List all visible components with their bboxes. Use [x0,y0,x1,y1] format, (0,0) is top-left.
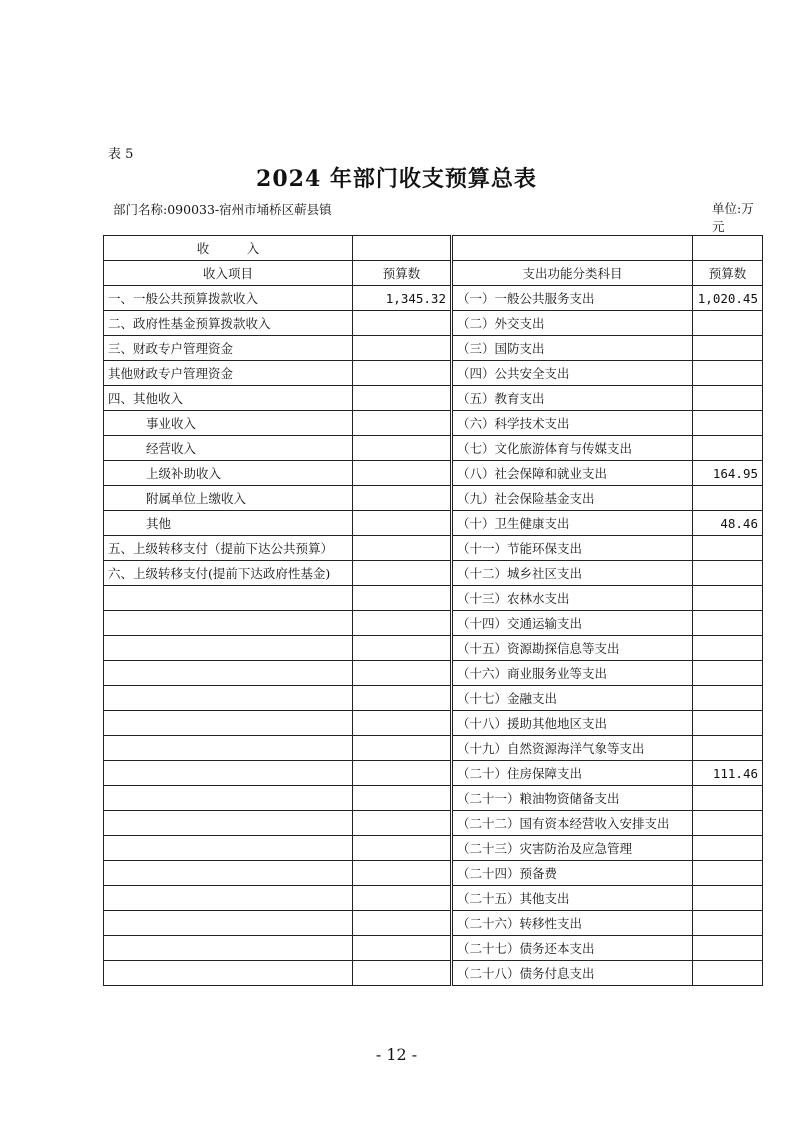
expense-item-cell: （二十）住房保障支出 [452,761,693,786]
table-row [104,736,763,761]
income-item-cell: 经营收入 [104,436,353,461]
expense-amount-cell [693,711,763,736]
expense-amount-cell [693,361,763,386]
table-row [104,611,763,636]
income-item-cell: 附属单位上缴收入 [104,486,353,511]
budget-summary-table [103,235,763,986]
table-row [104,761,763,786]
income-item-cell [104,761,353,786]
expense-amount-cell [693,961,763,986]
table-row [104,836,763,861]
header-income-amount: 预算数 [353,261,452,286]
expense-amount-cell [693,336,763,361]
income-item-cell: 事业收入 [104,411,353,436]
expense-item-cell: （四）公共安全支出 [452,361,693,386]
expense-item-cell: （二十四）预备费 [452,861,693,886]
expense-amount-cell [693,386,763,411]
header-blank-2 [452,236,693,261]
table-row [104,461,763,486]
expense-item-cell: （二十八）债务付息支出 [452,961,693,986]
income-item-cell: 四、其他收入 [104,386,353,411]
table-row [104,961,763,986]
expense-item-cell: （十九）自然资源海洋气象等支出 [452,736,693,761]
table-row [104,511,763,536]
income-item-cell [104,611,353,636]
header-blank-1 [353,236,452,261]
header-expense-item: 支出功能分类科目 [452,261,693,286]
expense-item-cell: （十七）金融支出 [452,686,693,711]
table-row [104,861,763,886]
table-row [104,686,763,711]
income-amount-cell [353,961,452,986]
expense-amount-cell: 111.46 [693,761,763,786]
table-row [104,386,763,411]
income-amount-cell [353,336,452,361]
income-item-cell [104,736,353,761]
expense-amount-cell [693,436,763,461]
income-amount-cell [353,511,452,536]
expense-item-cell: （十八）援助其他地区支出 [452,711,693,736]
expense-item-cell: （二）外交支出 [452,311,693,336]
table-row [104,661,763,686]
expense-item-cell: （十三）农林水支出 [452,586,693,611]
expense-item-cell: （三）国防支出 [452,336,693,361]
expense-amount-cell [693,886,763,911]
income-amount-cell [353,411,452,436]
header-row-group [104,236,763,261]
expense-amount-cell [693,636,763,661]
income-item-cell [104,661,353,686]
expense-amount-cell [693,661,763,686]
header-income-group: 收 入 [104,236,353,261]
income-amount-cell [353,911,452,936]
income-amount-cell [353,861,452,886]
expense-amount-cell [693,486,763,511]
expense-item-cell: （六）科学技术支出 [452,411,693,436]
page-number: - 12 - [375,1045,418,1064]
expense-item-cell: （十）卫生健康支出 [452,511,693,536]
income-item-cell: 其他财政专户管理资金 [104,361,353,386]
income-item-cell: 五、上级转移支付（提前下达公共预算） [104,536,353,561]
expense-amount-cell [693,861,763,886]
income-amount-cell [353,311,452,336]
income-item-cell [104,936,353,961]
income-amount-cell [353,661,452,686]
expense-amount-cell [693,311,763,336]
header-row-columns [104,261,763,286]
income-item-cell: 二、政府性基金预算拨款收入 [104,311,353,336]
income-amount-cell [353,536,452,561]
expense-item-cell: （二十三）灾害防治及应急管理 [452,836,693,861]
income-item-cell [104,786,353,811]
expense-item-cell: （八）社会保障和就业支出 [452,461,693,486]
income-amount-cell [353,636,452,661]
expense-amount-cell [693,536,763,561]
income-amount-cell [353,936,452,961]
table-row [104,436,763,461]
income-item-cell [104,886,353,911]
table-row [104,311,763,336]
income-amount-cell [353,386,452,411]
income-item-cell: 其他 [104,511,353,536]
income-item-cell [104,636,353,661]
header-expense-amount: 预算数 [693,261,763,286]
table-row [104,536,763,561]
expense-item-cell: （一）一般公共服务支出 [452,286,693,311]
table-row [104,561,763,586]
expense-amount-cell [693,936,763,961]
income-item-cell [104,861,353,886]
income-amount-cell [353,786,452,811]
table-row [104,886,763,911]
table-row [104,936,763,961]
expense-item-cell: （十二）城乡社区支出 [452,561,693,586]
expense-amount-cell [693,586,763,611]
income-amount-cell [353,711,452,736]
income-amount-cell [353,886,452,911]
expense-item-cell: （二十七）债务还本支出 [452,936,693,961]
income-amount-cell: 1,345.32 [353,286,452,311]
income-amount-cell [353,436,452,461]
table-row [104,286,763,311]
expense-amount-cell [693,686,763,711]
department-name: 部门名称:090033-宿州市埇桥区蕲县镇 [113,202,332,217]
expense-item-cell: （二十一）粮油物资储备支出 [452,786,693,811]
table-row [104,586,763,611]
income-amount-cell [353,586,452,611]
expense-item-cell: （二十五）其他支出 [452,886,693,911]
income-amount-cell [353,561,452,586]
income-item-cell [104,586,353,611]
expense-amount-cell [693,611,763,636]
table-row [104,336,763,361]
income-amount-cell [353,486,452,511]
expense-amount-cell [693,736,763,761]
unit-label: 单位:万元 [712,201,754,234]
income-amount-cell [353,736,452,761]
income-amount-cell [353,461,452,486]
income-item-cell: 一、一般公共预算拨款收入 [104,286,353,311]
table-row [104,361,763,386]
income-amount-cell [353,761,452,786]
table-row [104,911,763,936]
header-blank-3 [693,236,763,261]
income-item-cell [104,961,353,986]
expense-item-cell: （二十六）转移性支出 [452,911,693,936]
expense-amount-cell: 1,020.45 [693,286,763,311]
income-item-cell [104,911,353,936]
table-row [104,711,763,736]
income-amount-cell [353,611,452,636]
income-item-cell: 三、财政专户管理资金 [104,336,353,361]
income-amount-cell [353,811,452,836]
income-item-cell [104,811,353,836]
expense-amount-cell [693,911,763,936]
expense-item-cell: （十一）节能环保支出 [452,536,693,561]
income-amount-cell [353,836,452,861]
expense-item-cell: （十六）商业服务业等支出 [452,661,693,686]
expense-amount-cell: 48.46 [693,511,763,536]
expense-item-cell: （七）文化旅游体育与传媒支出 [452,436,693,461]
table-number-label: 表 5 [108,147,134,162]
expense-amount-cell [693,411,763,436]
table-row [104,636,763,661]
expense-item-cell: （五）教育支出 [452,386,693,411]
income-item-cell: 六、上级转移支付(提前下达政府性基金) [104,561,353,586]
table-row [104,486,763,511]
expense-amount-cell [693,836,763,861]
expense-item-cell: （十四）交通运输支出 [452,611,693,636]
income-item-cell [104,836,353,861]
expense-amount-cell [693,811,763,836]
table-row [104,786,763,811]
income-item-cell: 上级补助收入 [104,461,353,486]
expense-item-cell: （二十二）国有资本经营收入安排支出 [452,811,693,836]
table-row [104,811,763,836]
page-title: 2024 年部门收支预算总表 [256,166,537,192]
expense-amount-cell: 164.95 [693,461,763,486]
expense-item-cell: （九）社会保险基金支出 [452,486,693,511]
income-amount-cell [353,361,452,386]
income-amount-cell [353,686,452,711]
header-income-item: 收入项目 [104,261,353,286]
expense-amount-cell [693,786,763,811]
expense-amount-cell [693,561,763,586]
income-item-cell [104,711,353,736]
income-item-cell [104,686,353,711]
expense-item-cell: （十五）资源勘探信息等支出 [452,636,693,661]
table-row [104,411,763,436]
